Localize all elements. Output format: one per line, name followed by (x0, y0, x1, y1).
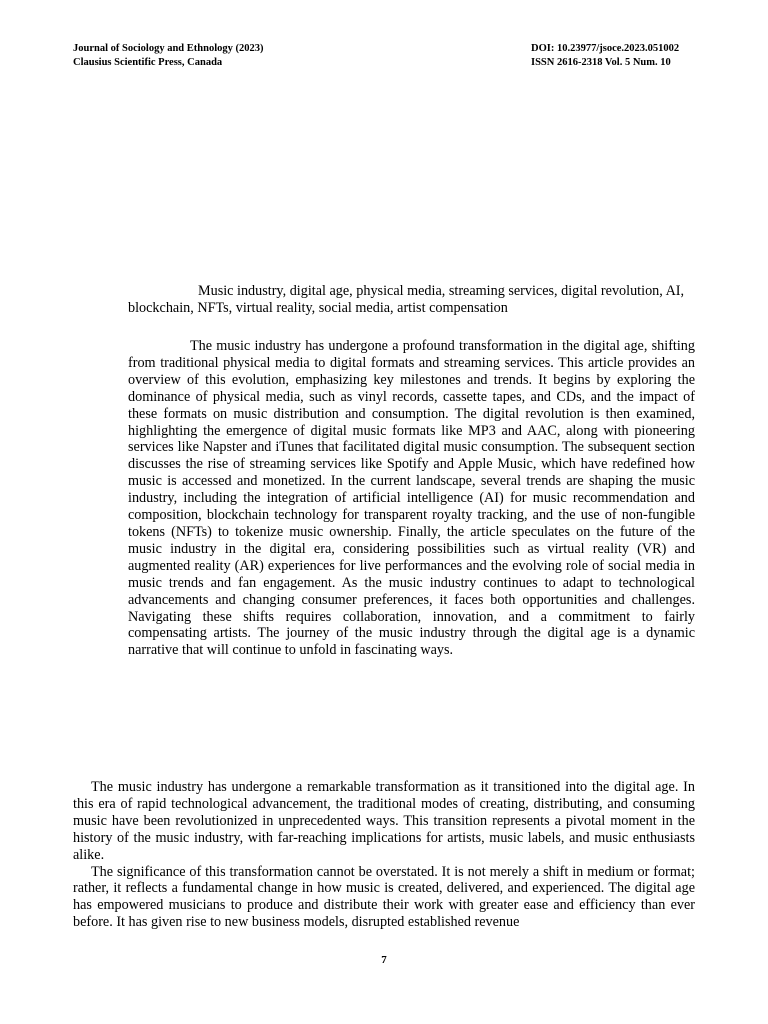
body-paragraph-1: The music industry has undergone a remarkable transformation as it transitioned into the digital age. In this era of rapid technological advancement, the traditional modes of creating, distributing, and consuming music have been revolutionized in unprecedented ways. This transition represents a pivotal moment in the history of the music industry, with far-reaching implications for artists, music labels, and music enthusiasts alike. (73, 779, 695, 863)
doi-text: DOI: 10.23977/jsoce.2023.051002 (531, 43, 680, 54)
abstract-text: The music industry has undergone a profound transformation in the digital age, shifting from traditional physical media to digital formats and streaming services. This article provides an overview of this evolution, emphasizing key milestones and trends. It begins by exploring the dominance of physical media, such as vinyl records, cassette tapes, and CDs, and the impact of these formats on music distribution and consumption. The digital revolution is then examined, highlighting the emergence of digital music formats like MP3 and AAC, along with pioneering services like Napster and iTunes that facilitated digital music consumption. The subsequent section discusses the rise of streaming services like Spotify and Apple Music, which have redefined how music is accessed and monetized. In the current landscape, several trends are shaping the music industry, including the integration of artificial intelligence (AI) for music recommendation and composition, blockchain technology for transparent royalty tracking, and the use of non-fungible tokens (NFTs) to tokenize music ownership. Finally, the article speculates on the future of the music industry in the digital era, considering possibilities such as virtual reality (VR) and augmented reality (AR) experiences for live performances and the evolving role of social media in music trends and fan engagement. As the music industry continues to adapt to technological advancements and changing consumer preferences, it faces both opportunities and challenges. Navigating these shifts requires collaboration, innovation, and a commitment to fairly compensating artists. The journey of the music industry through the digital age is a dynamic narrative that will continue to unfold in fascinating ways. (128, 338, 695, 659)
body-text (73, 779, 695, 931)
header-left-block (73, 42, 263, 70)
header-right-block (531, 42, 679, 70)
journal-name: Journal of Sociology and Ethnology (2023) (73, 43, 264, 54)
publisher-name: Clausius Scientific Press, Canada (73, 57, 223, 68)
issn-volume-text: ISSN 2616-2318 Vol. 5 Num. 10 (531, 57, 671, 68)
keywords-text: Music industry, digital age, physical media, streaming services, digital revolution, AI, blockchain, NFTs, virtual reality, social media, artist compensation (128, 283, 685, 316)
body-paragraph-2: The significance of this transformation cannot be overstated. It is not merely a shift in medium or format; rather, it reflects a fundamental change in how music is created, delivered, and experienced. The digital age has empowered musicians to produce and distribute their work with greater ease and efficiency than ever before. It has given rise to new business models, disrupted established revenue (73, 863, 695, 931)
page-number: 7 (381, 954, 387, 966)
